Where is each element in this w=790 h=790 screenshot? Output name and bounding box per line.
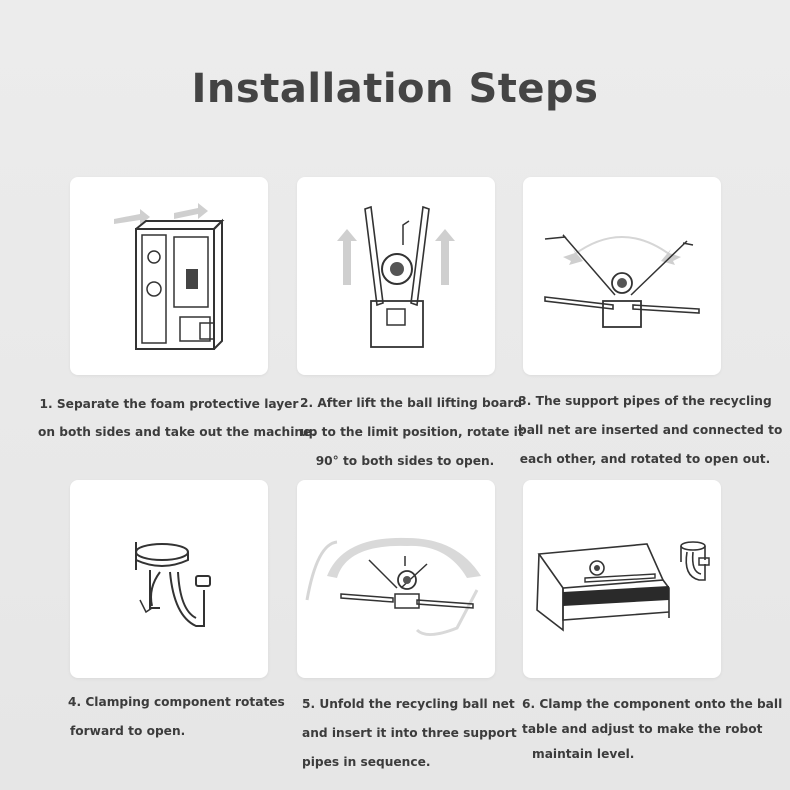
- step3-caption: [518, 387, 783, 474]
- step1-card: [70, 177, 268, 375]
- step2-caption-line1: 2. After lift the ball lifting board: [300, 396, 523, 410]
- step1-caption: [38, 390, 316, 446]
- page-title: Installation Steps: [191, 66, 599, 112]
- step4-clamp-rotate-illustration: [70, 480, 268, 678]
- step4-card: [70, 480, 268, 678]
- step6-caption: [522, 692, 782, 767]
- step2-caption-line2: up to the limit position, rotate it: [300, 425, 524, 439]
- step3-support-pipes-illustration: [523, 177, 721, 375]
- step6-caption-line3: maintain level.: [532, 747, 635, 761]
- step4-caption-line2: forward to open.: [70, 724, 186, 738]
- step1-caption-line2: on both sides and take out the machine.: [38, 425, 316, 439]
- step1-unpack-illustration: [70, 177, 268, 375]
- step2-lift-board-illustration: [297, 177, 495, 375]
- step3-caption-line1: 3. The support pipes of the recycling: [518, 394, 772, 408]
- step6-caption-line1: 6. Clamp the component onto the ball: [522, 697, 783, 711]
- step6-clamp-table-illustration: [523, 480, 721, 678]
- step5-caption-line2: and insert it into three support: [302, 726, 517, 740]
- step3-caption-line3: each other, and rotated to open out.: [519, 452, 771, 466]
- step5-caption-line1: 5. Unfold the recycling ball net: [302, 697, 515, 711]
- step6-caption-line2: table and adjust to make the robot: [522, 722, 763, 736]
- step5-unfold-net-illustration: [297, 480, 495, 678]
- step2-card: [297, 177, 495, 375]
- step3-card: [523, 177, 721, 375]
- step2-caption: [300, 389, 524, 476]
- step2-caption-line3: 90° to both sides to open.: [315, 454, 495, 468]
- step5-caption: [302, 690, 522, 777]
- step1-caption-line1: 1. Separate the foam protective layer: [39, 397, 299, 411]
- step6-card: [523, 480, 721, 678]
- step4-caption: [68, 688, 288, 746]
- step5-caption-line3: pipes in sequence.: [302, 755, 431, 769]
- step4-caption-line1: 4. Clamping component rotates: [68, 695, 285, 709]
- step3-caption-line2: ball net are inserted and connected to: [518, 423, 783, 437]
- step5-card: [297, 480, 495, 678]
